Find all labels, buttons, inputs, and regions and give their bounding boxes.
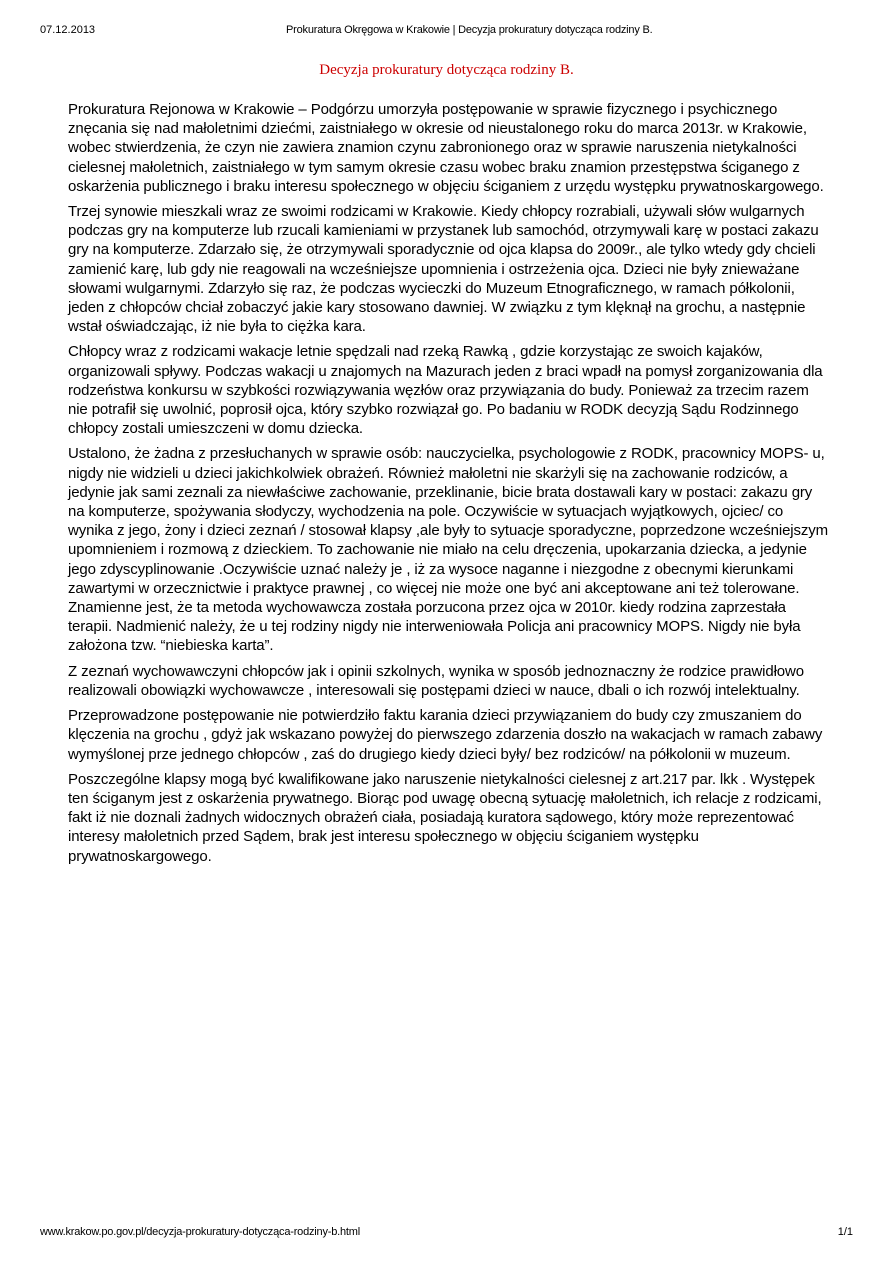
print-date: 07.12.2013 (40, 24, 96, 36)
print-footer-url: www.krakow.po.gov.pl/decyzja-prokuratury-dotycząca-rodziny-b.html (40, 1226, 360, 1238)
page-number: 1/1 (837, 1226, 853, 1238)
paragraph-5: Z zeznań wychowawczyni chłopców jak i opinii szkolnych, wynika w sposób jednoznaczny że rodzice prawidłowo realizowali obowiązki wychowawcze , interesowali się postępami dzieci w nauce, dbali o ich rozwój intelektualny. (68, 662, 804, 699)
paragraph-4: Ustalono, że żadna z przesłuchanych w sprawie osób: nauczycielka, psychologowie z RODK, pracownicy MOPS- u, nigdy nie widzieli u dzieci jakichkolwiek obrażeń. Również małoletni nie skarżyli się na zachowanie rodziców, a jedynie jak sami zeznali za niewłaściwe zachowanie, przeklinanie, bicie brata dostawali kary w postaci: zakazu gry na komputerze, spożywania słodyczy, wychodzenia na pole. Oczywiście w sytuacjach wyjątkowych, ojciec/ co wynika z jego, żony i dzieci zeznań / stosował klapsy ,ale były to sytuacje sporadyczne, poprzedzone wcześniejszym upomnieniem i rozmową z dzieckiem. To zachowanie nie miało na celu dręczenia, upokarzania dziecka, a jedynie jego zdyscyplinowanie .Oczywiście uznać należy je , iż za wysoce naganne i niezgodne z obecnymi kierunkami zawartymi w orzecznictwie i praktyce prawnej , co więcej nie może one być ani akceptowane ani też tolerowane. Znamienne jest, że ta metoda wychowawcza została porzucona przez ojca w 2010r. kiedy rodzina zaprzestała terapii. Nadmienić należy, że u tej rodziny nigdy nie interweniowała Policja ani pracownicy MOPS. Nigdy nie była założona tzw. “niebieska karta”. (68, 445, 829, 655)
paragraph-1: Prokuratura Rejonowa w Krakowie – Podgórzu umorzyła postępowanie w sprawie fizycznego i psychicznego znęcania się nad małoletnimi dziećmi, zaistniałego w okresie od nieustalonego roku do marca 2013r. w Krakowie, wobec stwierdzenia, że czyn nie zawiera znamion czynu zabronionego oraz w sprawie naruszenia nietykalności cielesnej małoletnich, zaistniałego w tym samym okresie czasu wobec braku znamion przestępstwa ściganego z oskarżenia publicznego i braku interesu społecznego w objęciu ściganiem z urzędu występku prywatnoskargowego. (68, 101, 824, 195)
print-header-title: Prokuratura Okręgowa w Krakowie | Decyzja prokuratury dotycząca rodziny B. (286, 24, 653, 36)
paragraph-3: Chłopcy wraz z rodzicami wakacje letnie spędzali nad rzeką Rawką , gdzie korzystając ze swoich kajaków, organizowali spływy. Podczas wakacji u znajomych na Mazurach jeden z braci wpadł na pomysł zorganizowania dla rodzeństwa konkursu w szybkości rozwiązywania węzłów oraz przywiązania do budy. Ponieważ za trzecim razem nie potrafił się uwolnić, poprosił ojca, który szybko rozwiązał go. Po badaniu w RODK decyzją Sądu Rodzinnego chłopcy zostali umieszczeni w domu dziecka. (68, 343, 823, 438)
paragraph-6: Przeprowadzone postępowanie nie potwierdziło faktu karania dzieci przywiązaniem do budy czy zmuszaniem do klęczenia na grochu , gdyż jak wskazano powyżej do pierwszego zdarzenia doszło na wakacjach w ramach zabawy wymyślonej prze jednego chłopców , zaś do drugiego kiedy dzieci były/ bez rodziców/ na półkolonii w muzeum. (68, 707, 823, 763)
document-title: Decyzja prokuratury dotycząca rodziny B. (319, 62, 574, 78)
document-body (68, 100, 830, 872)
paragraph-2: Trzej synowie mieszkali wraz ze swoimi rodzicami w Krakowie. Kiedy chłopcy rozrabiali, używali słów wulgarnych podczas gry na komputerze lub rzucali kamieniami w przystanek lub samochód, otrzymywali karę w postaci zakazu gry na komputerze. Zdarzało się, że otrzymywali sporadycznie od ojca klapsa do 2009r., ale tylko wtedy gdy chcieli zamienić karę, lub gdy nie reagowali na wcześniejsze upomnienia i ostrzeżenia ojca. Dzieci nie były znieważane słowami wulgarnymi. Zdarzyło się raz, że podczas wycieczki do Muzeum Etnograficznego, w ramach półkolonii, jeden z chłopców chciał zobaczyć jakie kary stosowano dawniej. W związku z tym klęknął na grochu, a następnie wstał oświadczając, iż nie była to ciężka kara. (68, 203, 819, 336)
paragraph-7: Poszczególne klapsy mogą być kwalifikowane jako naruszenie nietykalności cielesnej z art.217 par. lkk . Występek ten ściganym jest z oskarżenia prywatnego. Biorąc pod uwagę obecną sytuację małoletnich, ich relacje z rodzicami, fakt iż nie doznali żadnych widocznych obrażeń ciała, posiadają kuratora sądowego, który może reprezentować interesy małoletnich przed Sądem, brak jest interesu społecznego w objęciu ściganiem występku prywatnoskargowego. (68, 770, 822, 865)
